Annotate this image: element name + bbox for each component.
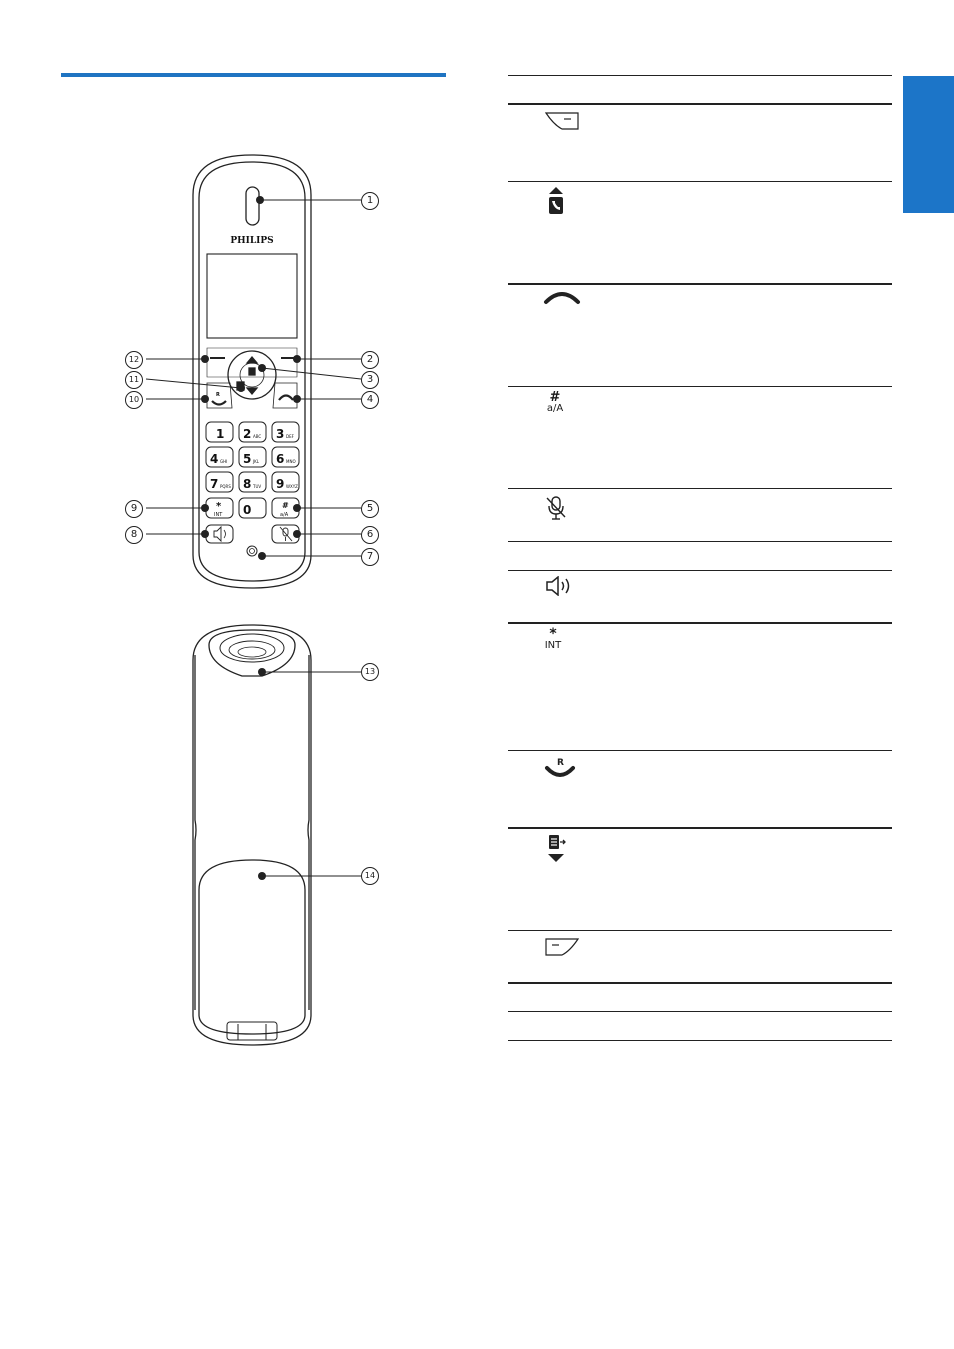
svg-text:PQRS: PQRS <box>220 484 231 489</box>
callout-9: 9 <box>125 500 143 518</box>
callout-4: 4 <box>361 391 379 409</box>
svg-text:7: 7 <box>210 477 219 491</box>
table-rule <box>508 622 892 624</box>
table-rule <box>508 488 892 489</box>
svg-text:*: * <box>216 501 222 512</box>
earpiece <box>246 187 259 225</box>
svg-text:R: R <box>216 392 220 398</box>
svg-text:2: 2 <box>243 427 252 441</box>
table-rule <box>508 750 892 751</box>
callout-13: 13 <box>361 663 379 681</box>
svg-text:1: 1 <box>216 427 225 441</box>
table-rule <box>508 103 892 105</box>
callout-11: 11 <box>125 371 143 389</box>
table-rule <box>508 75 892 76</box>
callout-5: 5 <box>361 500 379 518</box>
recall-icon <box>543 756 577 778</box>
mute-icon <box>545 495 567 521</box>
end-call-icon <box>543 290 581 306</box>
svg-text:DEF: DEF <box>286 434 294 439</box>
svg-text:GHI: GHI <box>220 459 228 464</box>
phonebook-up-icon <box>546 186 566 216</box>
callout-3: 3 <box>361 371 379 389</box>
table-rule <box>508 982 892 984</box>
table-rule <box>508 1040 892 1041</box>
redial-down-icon <box>546 833 568 863</box>
table-rule <box>508 386 892 387</box>
svg-text:R: R <box>557 758 564 768</box>
battery-cover <box>199 860 305 1034</box>
table-rule <box>508 181 892 182</box>
svg-text:9: 9 <box>276 477 285 491</box>
callout-12: 12 <box>125 351 143 369</box>
svg-text:WXYZ: WXYZ <box>286 484 298 489</box>
star-int-icon: * INT <box>544 626 562 651</box>
svg-text:0: 0 <box>243 503 252 517</box>
svg-text:#: # <box>282 501 289 510</box>
callout-8: 8 <box>125 526 143 544</box>
svg-text:4: 4 <box>210 452 219 466</box>
table-rule <box>508 283 892 285</box>
microphone <box>247 546 257 556</box>
table-rule <box>508 570 892 571</box>
table-rule <box>508 930 892 931</box>
brand-logo: PHILIPS <box>230 236 274 246</box>
charging-contacts <box>227 1022 277 1040</box>
callout-14: 14 <box>361 867 379 885</box>
left-softkey-icon <box>544 937 580 957</box>
svg-text:8: 8 <box>243 477 252 491</box>
callout-10: 10 <box>125 391 143 409</box>
handset-back-body <box>193 625 311 1045</box>
callout-2: 2 <box>361 351 379 369</box>
svg-text:MNO: MNO <box>286 459 296 464</box>
table-rule <box>508 1011 892 1012</box>
callout-1: 1 <box>361 192 379 210</box>
callout-7: 7 <box>361 548 379 566</box>
hash-key-icon: # a/A <box>546 390 564 414</box>
svg-text:3: 3 <box>276 427 285 441</box>
table-rule <box>508 827 892 829</box>
callout-6: 6 <box>361 526 379 544</box>
svg-text:ABC: ABC <box>253 434 262 439</box>
svg-text:a/A: a/A <box>280 512 289 518</box>
svg-text:5: 5 <box>243 452 252 466</box>
speaker-icon <box>545 576 573 596</box>
svg-text:6: 6 <box>276 452 285 466</box>
display-screen <box>207 254 297 338</box>
svg-text:TUV: TUV <box>253 484 262 489</box>
svg-text:INT: INT <box>214 512 223 518</box>
svg-text:JKL: JKL <box>253 459 260 464</box>
right-softkey-icon <box>544 111 580 131</box>
table-rule <box>508 541 892 542</box>
